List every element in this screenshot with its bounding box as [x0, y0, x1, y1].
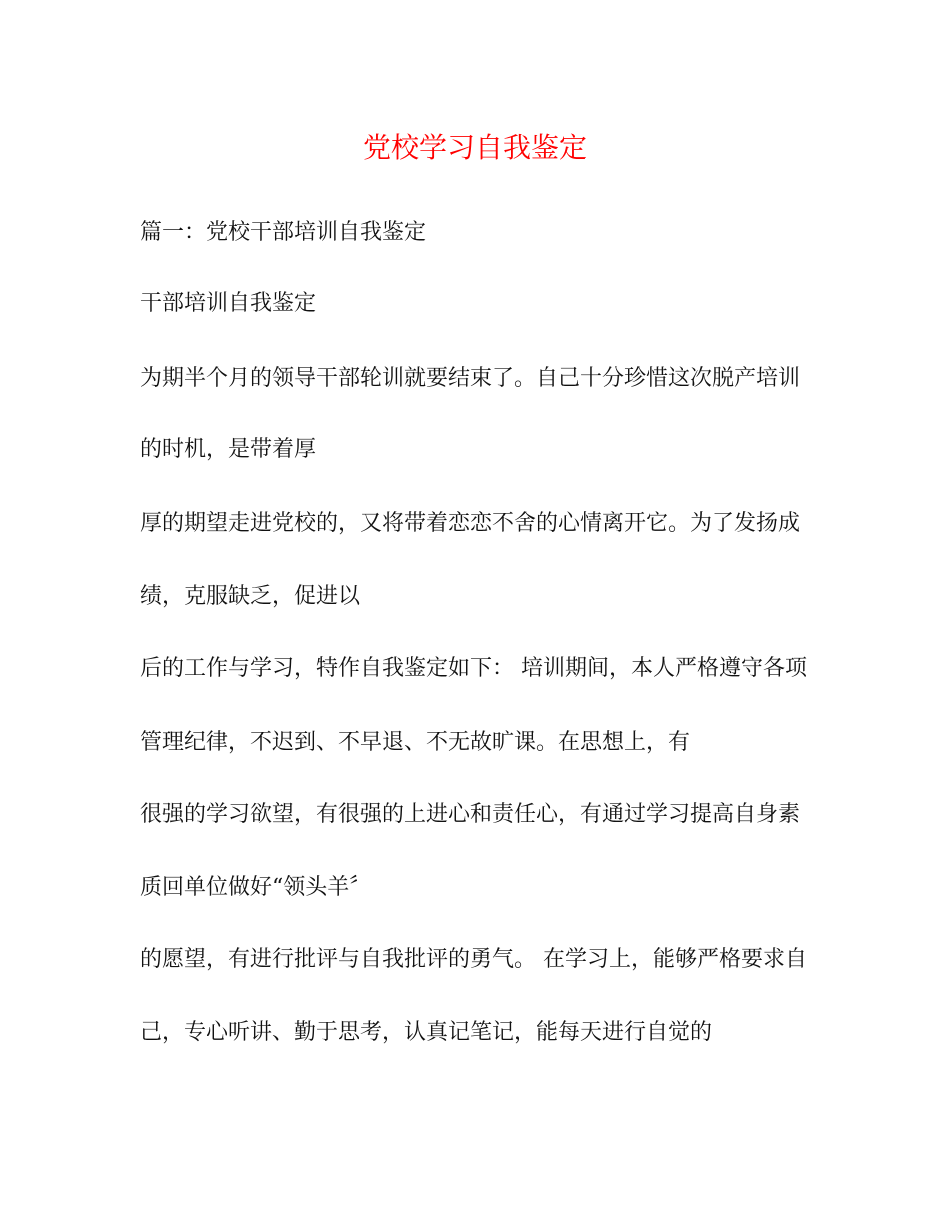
body-line: 管理纪律，不迟到、不早退、不无故旷课。在思想上，有 [140, 730, 691, 755]
body-line: 绩，克服缺乏，促进以 [140, 584, 361, 609]
body-line: 己，专心听讲、勤于思考，认真记笔记，能每天进行自觉的 [140, 1020, 713, 1045]
document-title: 党校学习自我鉴定 [362, 131, 587, 164]
body-line: 为期半个月的领导干部轮训就要结束了。自己十分珍惜这次脱产培训 [140, 366, 801, 391]
body-line: 的愿望，有进行批评与自我批评的勇气。 在学习上，能够严格要求自 [140, 947, 807, 972]
subsection-heading: 干部培训自我鉴定 [140, 291, 317, 316]
body-line: 的时机，是带着厚 [140, 437, 317, 462]
body-line: 后的工作与学习，特作自我鉴定如下： 培训期间，本人严格遵守各项 [140, 656, 807, 681]
body-line: 厚的期望走进党校的，又将带着恋恋不舍的心情离开它。为了发扬成 [140, 511, 801, 536]
section-heading: 篇一：党校干部培训自我鉴定 [140, 220, 427, 245]
body-line: 质回单位做好“领头羊〞 [140, 875, 372, 900]
body-line: 很强的学习欲望，有很强的上进心和责任心，有通过学习提高自身素 [140, 802, 801, 827]
